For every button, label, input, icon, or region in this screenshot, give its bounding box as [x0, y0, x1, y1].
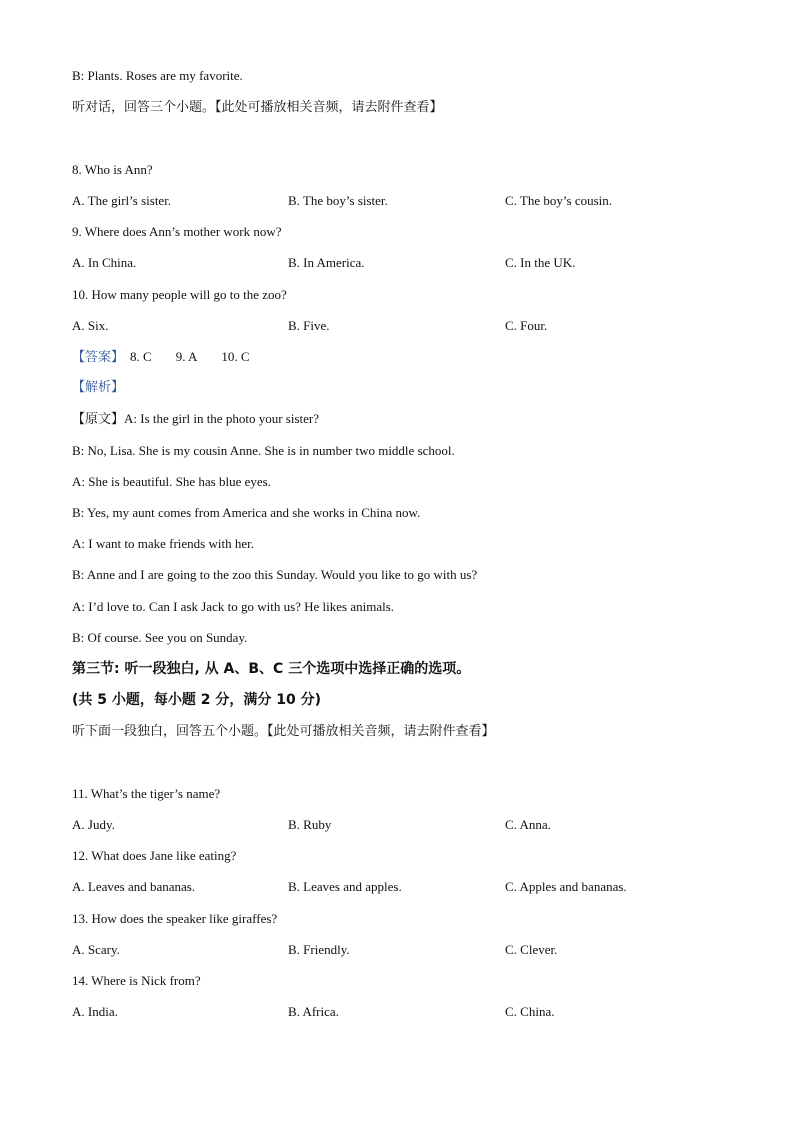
transcript-line: A: I’d love to. Can I ask Jack to go with us? He likes animals. — [72, 599, 395, 614]
transcript-line: B: No, Lisa. She is my cousin Anne. She is in number two middle school. — [72, 443, 455, 458]
option-c: C. Clever. — [505, 942, 558, 957]
question-14: 14. Where is Nick from? — [72, 973, 201, 988]
option-a: A. Leaves and bananas. — [72, 879, 196, 894]
section-instruction: 听下面一段独白，回答五个小题。【此处可播放相关音频，请去附件查看】 — [72, 724, 495, 739]
question-11-options — [72, 816, 722, 834]
option-a: A. The girl’s sister. — [72, 193, 172, 208]
option-c: C. Four. — [505, 318, 548, 333]
dialogue-instruction: 听对话，回答三个小题。【此处可播放相关音频，请去附件查看】 — [72, 100, 443, 115]
option-c: C. Apples and bananas. — [505, 879, 627, 894]
option-b: B. Friendly. — [288, 942, 350, 957]
question-11: 11. What’s the tiger’s name? — [72, 786, 221, 801]
option-c: C. The boy’s cousin. — [505, 193, 613, 208]
answer-value: 9. A — [175, 349, 198, 364]
option-a: A. India. — [72, 1004, 118, 1019]
option-b: B. The boy’s sister. — [288, 193, 388, 208]
answer-value: 10. C — [221, 349, 250, 364]
transcript-line: B: Anne and I are going to the zoo this Sunday. Would you like to go with us? — [72, 567, 478, 582]
dialogue-line: B: Plants. Roses are my favorite. — [72, 68, 243, 83]
transcript-line: B: Of course. See you on Sunday. — [72, 630, 248, 645]
analysis-label: 【解析】 — [72, 380, 125, 395]
question-9: 9. Where does Ann’s mother work now? — [72, 224, 282, 239]
question-13: 13. How does the speaker like giraffes? — [72, 911, 278, 926]
option-a: A. Judy. — [72, 817, 115, 832]
answer-label: 【答案】 — [72, 350, 125, 365]
transcript-label: 【原文】 — [72, 412, 125, 427]
question-9-options — [72, 254, 722, 272]
option-c: C. Anna. — [505, 817, 551, 832]
option-a: A. Six. — [72, 318, 109, 333]
question-12: 12. What does Jane like eating? — [72, 848, 237, 863]
question-8-options — [72, 192, 722, 210]
transcript-line: A: She is beautiful. She has blue eyes. — [72, 474, 271, 489]
question-10-options — [72, 317, 722, 335]
question-8: 8. Who is Ann? — [72, 162, 153, 177]
question-12-options — [72, 878, 722, 896]
answer-value: 8. C — [130, 349, 152, 364]
option-c: C. China. — [505, 1004, 555, 1019]
option-b: B. In America. — [288, 255, 365, 270]
option-b: B. Leaves and apples. — [288, 879, 402, 894]
question-13-options — [72, 941, 722, 959]
option-b: B. Africa. — [288, 1004, 339, 1019]
option-b: B. Five. — [288, 318, 330, 333]
section-subtitle: (共 5 小题，每小题 2 分，满分 10 分) — [72, 692, 322, 708]
transcript-line: B: Yes, my aunt comes from America and she works in China now. — [72, 505, 421, 520]
option-a: A. In China. — [72, 255, 137, 270]
option-c: C. In the UK. — [505, 255, 576, 270]
transcript-line: A: I want to make friends with her. — [72, 536, 254, 551]
option-b: B. Ruby — [288, 817, 332, 832]
transcript-line — [72, 410, 319, 429]
question-10: 10. How many people will go to the zoo? — [72, 287, 287, 302]
question-14-options — [72, 1003, 722, 1021]
section-title: 第三节: 听一段独白, 从 A、B、C 三个选项中选择正确的选项。 — [72, 661, 471, 677]
answer-line — [72, 348, 268, 367]
transcript-text: A: Is the girl in the photo your sister? — [124, 411, 319, 426]
option-a: A. Scary. — [72, 942, 120, 957]
